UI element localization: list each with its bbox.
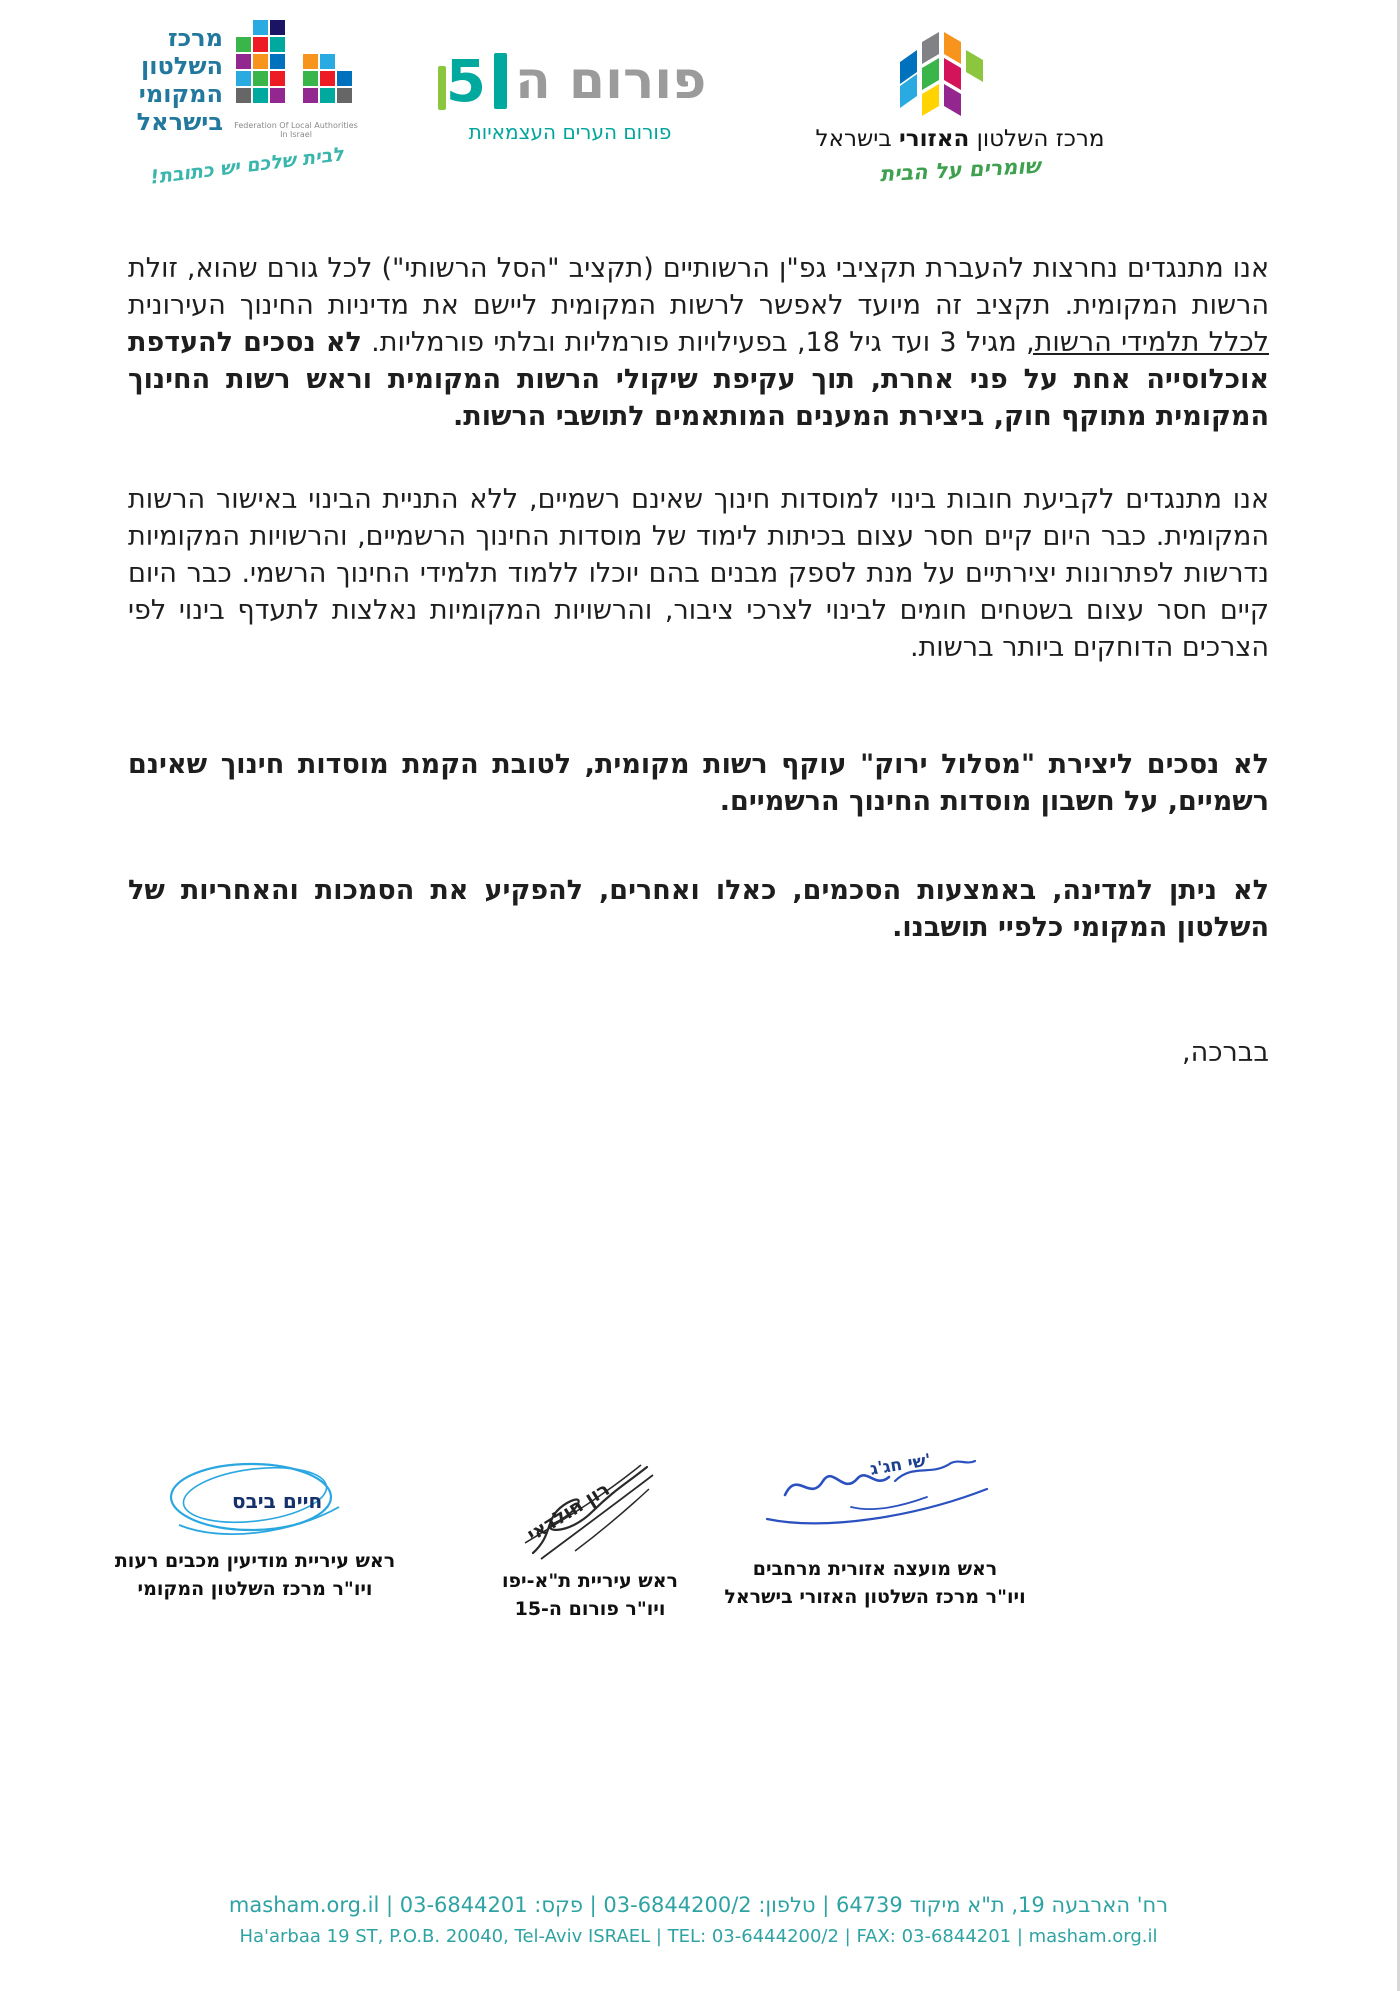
p1-underlined-text: לכלל תלמידי הרשות,: [1026, 327, 1269, 358]
closing-salutation: בברכה,: [1182, 1037, 1269, 1068]
hajaj-name: שי חג'ג': [868, 1450, 933, 1480]
logo-local-caption: Federation Of Local Authorities In Israel: [234, 121, 358, 139]
paragraph-2: אנו מתנגדים לקביעת חובות בינוי למוסדות חינוך שאינם רשמיים, ללא התניית הבינוי באישור הרשות המקומית. כבר היום קיים חסר עצום בכיתות לימוד של מוסדות החינוך הרשמיים, והרשויות המקומיות נדרשות לפתרונות יצירתיים על מנת לספק מבנים בהם יוכלו ללמוד תלמידי החינוך הרשמי. כבר היום קיים חסר עצום בשטחים חומים לבינוי לצרכי ציבור, והרשויות המקומיות נאלצות לתעדף בינוי לפי הצרכים הדוחקים ביותר ברשות.: [128, 484, 1269, 663]
forum15-bar2-icon: [438, 66, 446, 110]
bibas-signature-art: [100, 1455, 410, 1547]
signatures-section: [0, 1450, 1397, 1675]
diamonds-icon: [855, 22, 1005, 122]
footer: [0, 1893, 1397, 1947]
p1-text-b: מגיל 3 ועד גיל 18, בפעילויות פורמליות ובלתי פורמליות.: [361, 327, 1027, 358]
logo-local-line: המקומי: [138, 80, 223, 108]
hajaj-signature-art: [700, 1450, 1050, 1555]
footer-address-english: Ha'arbaa 19 ST, P.O.B. 20040, Tel-Aviv ISRAEL | TEL: 03-6444200/2 | FAX: 03-6844201 | masham.org.il: [239, 1926, 1158, 1947]
signature-ron-huldai: [440, 1455, 740, 1623]
regional-title-part1: מרכז השלטון: [976, 126, 1105, 152]
forum15-title: פורום ה: [515, 51, 707, 111]
huldai-signature-art: [440, 1455, 740, 1567]
bibas-role-2: ויו"ר מרכז השלטון המקומי: [137, 1578, 373, 1600]
hajaj-role-2: ויו"ר מרכז השלטון האזורי בישראל: [724, 1586, 1026, 1608]
regional-tagline: שומרים על הבית: [879, 153, 1041, 187]
paragraph-3: לא נסכים ליצירת "מסלול ירוק" עוקף רשות מקומית, לטובת הקמת מוסדות חינוך שאינם רשמיים, על חשבון מוסדות החינוך הרשמיים.: [128, 749, 1269, 817]
forum15-bar-icon: [494, 53, 507, 109]
paragraph-1: [128, 250, 1269, 435]
forum15-subtitle: פורום הערים העצמאיות: [468, 120, 672, 144]
bibas-role-1: ראש עיריית מודיעין מכבים רעות: [114, 1550, 396, 1572]
logo-local-row: [118, 20, 378, 139]
huldai-role-1: ראש עיריית ת"א-יפו: [502, 1570, 678, 1592]
footer-address-hebrew: רח' הארבעה 19, ת"א מיקוד 64739 | טלפון: 03-6844200/2 | פקס: 03-6844201 | masham.org.il: [228, 1893, 1169, 1917]
logo-local-title: [118, 20, 223, 136]
forum15-wordmark: [430, 47, 710, 115]
signature-haim-bibas: [100, 1455, 410, 1603]
p1-bold-text: לא נסכים להעדפת אוכלוסייה אחת על פני אחרת, תוך עקיפת שיקולי הרשות המקומית וראש רשות החינוך המקומית מתוקף חוק, ביצירת המענים המותאמים לתושבי הרשות.: [128, 327, 1269, 432]
logo-local-line: מרכז: [167, 24, 223, 52]
hajaj-role-1: ראש מועצה אזורית מרחבים: [752, 1558, 998, 1580]
building-blocks-icon: [231, 20, 361, 139]
logo-local-line: השלטון: [141, 52, 223, 80]
logo-local-line: בישראל: [136, 108, 223, 136]
p1-text-a: אנו מתנגדים נחרצות להעברת תקציבי גפ"ן הרשותיים (תקציב "הסל הרשותי") לכל גורם שהוא, זולת הרשות המקומית. תקציב זה מיועד לאפשר לרשות המקומית ליישם את מדיניות החינוך העירונית: [128, 253, 1269, 321]
building-blocks-svg: [231, 20, 361, 114]
logo-federation-local-authorities: [118, 20, 378, 189]
huldai-name: רון חולדאי: [523, 1478, 614, 1546]
forum15-digit: 5: [445, 47, 487, 115]
regional-title-bold: האזורי: [899, 126, 970, 152]
regional-title: [815, 126, 1105, 152]
letter-body: [128, 250, 1269, 1071]
logo-local-tagline: לבית שלכם יש כתובת!: [149, 143, 345, 189]
logo-forum15: [430, 47, 710, 144]
paragraph-4: לא ניתן למדינה, באמצעות הסכמים, כאלו ואחרים, להפקיע את הסמכות והאחריות של השלטון המקומי כלפיי תושבנו.: [128, 875, 1269, 943]
signature-shay-hajaj: [700, 1450, 1050, 1611]
logo-regional-council: [815, 22, 1105, 187]
regional-title-part2: בישראל: [815, 126, 892, 152]
huldai-role-2: ויו"ר פורום ה-15: [514, 1598, 666, 1620]
bibas-name: חיים ביבס: [232, 1489, 323, 1513]
